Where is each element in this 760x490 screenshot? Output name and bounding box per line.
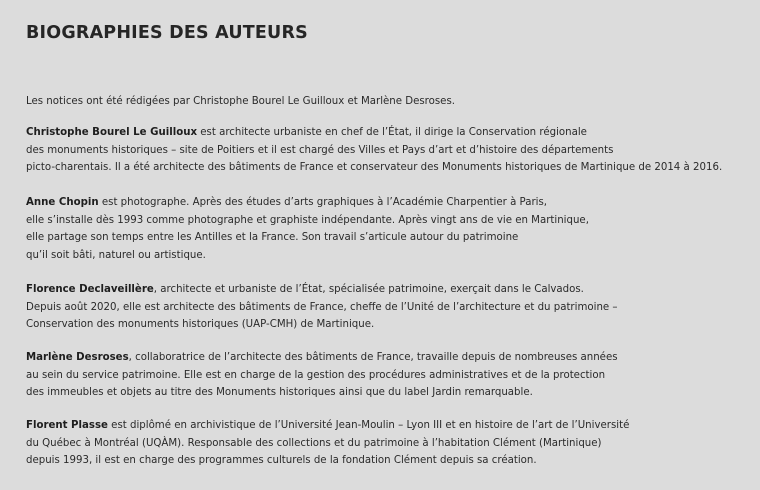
author-name: Florent Plasse xyxy=(26,420,108,431)
bio-line: des immeubles et objets au titre des Monuments historiques ainsi que du label Jardin remarquable. xyxy=(26,387,533,398)
bio-text: est architecte urbaniste en chef de l’État, il dirige la Conservation régionale xyxy=(197,127,587,138)
author-bio xyxy=(26,194,589,264)
bio-line: des monuments historiques – site de Poitiers et il est chargé des Villes et Pays d’art et d’histoire des départements xyxy=(26,144,614,156)
bio-line: Depuis août 2020, elle est architecte des bâtiments de France, cheffe de l’Unité de l’architecture et du patrimoine – xyxy=(26,301,618,313)
bio-line: Conservation des monuments historiques (UAP-CMH) de Martinique. xyxy=(26,319,375,330)
bio-line: depuis 1993, il est en charge des programmes culturels de la fondation Clément depuis sa création. xyxy=(26,455,537,466)
author-bio xyxy=(26,281,618,334)
author-name: Florence Declaveillère xyxy=(26,284,154,295)
author-bio xyxy=(26,124,722,177)
bio-line: picto-charentais. Il a été architecte des bâtiments de France et conservateur des Monuments historiques de Martinique de 2014 à 2016. xyxy=(26,162,723,173)
bio-line xyxy=(26,124,722,142)
bio-text: est photographe. Après des études d’arts graphiques à l’Académie Charpentier à Paris, xyxy=(98,197,548,208)
bio-line xyxy=(26,349,618,367)
bio-line: qu’il soit bâti, naturel ou artistique. xyxy=(26,249,206,261)
page-title: BIOGRAPHIES DES AUTEURS xyxy=(26,23,308,43)
bio-line: elle partage son temps entre les Antilles et la France. Son travail s’articule autour du patrimoine xyxy=(26,232,519,243)
bio-line xyxy=(26,417,629,435)
bio-text: , collaboratrice de l’architecte des bâtiments de France, travaille depuis de nombreuses années xyxy=(128,352,618,363)
intro-text: Les notices ont été rédigées par Christophe Bourel Le Guilloux et Marlène Desroses. xyxy=(26,96,455,107)
author-name: Anne Chopin xyxy=(26,197,99,208)
bio-line xyxy=(26,281,618,299)
author-bio xyxy=(26,417,629,470)
author-bio xyxy=(26,349,618,402)
bio-text: , architecte et urbaniste de l’État, spécialisée patrimoine, exerçait dans le Calvados. xyxy=(153,284,584,295)
bio-line: elle s’installe dès 1993 comme photographe et graphiste indépendante. Après vingt ans de vie en Martinique, xyxy=(26,214,589,226)
bio-text: est diplômé en archivistique de l’Université Jean-Moulin – Lyon III et en histoire de l’art de l’Université xyxy=(107,420,630,431)
author-name: Christophe Bourel Le Guilloux xyxy=(26,127,198,138)
bio-line xyxy=(26,194,589,212)
author-name: Marlène Desroses xyxy=(26,352,129,363)
bio-line: au sein du service patrimoine. Elle est en charge de la gestion des procédures administratives et de la protection xyxy=(26,369,606,381)
bio-line: du Québec à Montréal (UQÀM). Responsable des collections et du patrimoine à l’habitation Clément (Martinique) xyxy=(26,437,602,449)
